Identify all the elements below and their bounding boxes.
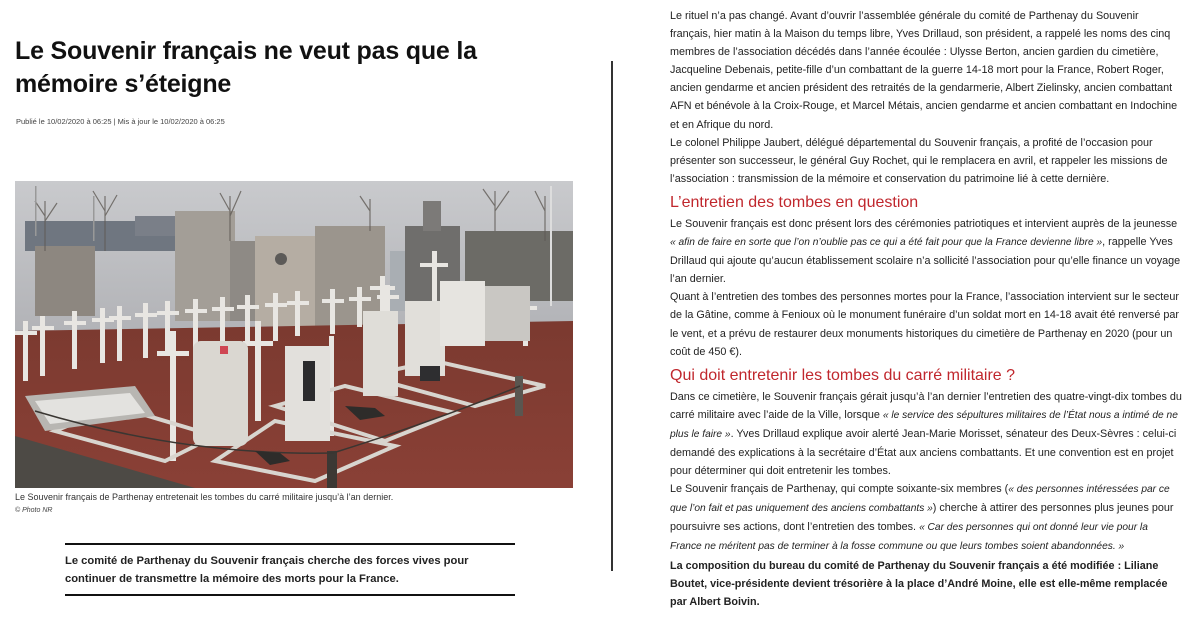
body-text: Le Souvenir français est donc présent lors des cérémonies patriotiques et intervient auprès de la jeunesse: [670, 217, 1178, 230]
body-text: . Yves Drillaud explique avoir alerté Jean-Marie Morisset, sénateur des Deux-Sèvres : celui-ci demandé des explications à la secrétaire d’État aux anciens combattants. Et une convention est en projet pour déterminer qui doit entretenir les tombes.: [670, 427, 1177, 478]
article-lead: Le comité de Parthenay du Souvenir français cherche des forces vives pour continuer de transmettre la mémoire des morts pour la France.: [65, 543, 515, 596]
body-text: ) cherche à attirer des personnes plus jeunes pour poursuivre ses actions, dont l’entretien des tombes.: [670, 502, 1174, 534]
section-heading: Qui doit entretenir les tombes du carré militaire ?: [670, 366, 1016, 384]
article-body: [670, 7, 1182, 611]
photo-credit: © Photo NR: [15, 507, 53, 514]
body-text: Dans ce cimetière, le Souvenir français gérait jusqu’à l’an dernier l’entretien des quatre-vingt-dix tombes du carré militaire avec l’aide de la Ville, lorsque: [670, 390, 1182, 421]
quote: « Car des personnes qui ont donné leur vie pour la France ne méritent pas de terminer à la fosse commune ou que leurs tombes soient abandonnées. »: [670, 522, 1148, 553]
section-heading: L’entretien des tombes en question: [670, 193, 919, 211]
photo-caption: Le Souvenir français de Parthenay entretenait les tombes du carré militaire jusqu’à l’an dernier.: [15, 492, 394, 502]
cemetery-photo-illustration: [15, 181, 573, 488]
column-divider: [611, 61, 613, 571]
quote: « des personnes intéressées par ce que l’on fait et pas uniquement des anciens combattants »: [670, 484, 1170, 515]
body-paragraph: [670, 388, 1182, 480]
article-photo[interactable]: [15, 181, 573, 488]
body-paragraph: Le rituel n’a pas changé. Avant d’ouvrir l’assemblée générale du comité de Parthenay du Souvenir français, hier matin à la Maison du temps libre, Yves Drillaud, son président, a rappelé les noms des cinq membres de l’association décédés dans l’année écoulée : Ulysse Berton, ancien gardien du cimetière, Jacqueline Debenais, petite-fille d’un combattant de la guerre 14-18 mort pour la France, Robert Roger, ancien gendarme et ancien président des retraités de la gendarmerie, Albert Zielinsky, ancien combattant AFN et bénévole à la Croix-Rouge, et Marcel Métais, ancien gendarme et ancien combattant en Indochine et en Afrique du nord.: [670, 10, 1178, 131]
quote: « afin de faire en sorte que l’on n’oublie pas ce qui a été fait pour que la France devienne libre »: [670, 237, 1103, 249]
article-title: Le Souvenir français ne veut pas que la mémoire s’éteigne: [15, 37, 477, 98]
body-text: , rappelle Yves Drillaud qui ajoute qu’aucun établissement scolaire n’a sollicité l’association pour qu’elle finance un voyage l’an dernier.: [670, 236, 1181, 286]
body-paragraph: [670, 480, 1182, 556]
body-paragraph: [670, 215, 1182, 288]
body-paragraph-bold: La composition du bureau du comité de Parthenay du Souvenir français a été modifiée : Liliane Boutet, vice-présidente devient trésorière à la place d’André Moine, elle est elle-même remplacée par Albert Boivin.: [670, 559, 1168, 608]
quote: « le service des sépultures militaires de l’État nous a intimé de ne plus le faire »: [670, 409, 1178, 440]
body-paragraph: Quant à l’entretien des tombes des personnes mortes pour la France, l’association intervient sur le secteur de la Gâtine, comme à Fenioux où le monument funéraire d’un soldat mort en 14-18 avait été renversé par le vent, et a prévu de restaurer deux monuments historiques du cimetière de Parthenay en 2020 (pour un coût de 450 €).: [670, 291, 1179, 358]
body-paragraph: Le colonel Philippe Jaubert, délégué départemental du Souvenir français, a profité de l’occasion pour présenter son successeur, le général Guy Rochet, qui le remplacera en avril, et rappeler les missions de l’association : transmission de la mémoire et conservation du patrimoine lié à cette dernière.: [670, 136, 1168, 185]
body-text: Le Souvenir français de Parthenay, qui compte soixante-six membres (: [670, 483, 1009, 496]
publication-date: Publié le 10/02/2020 à 06:25 | Mis à jour le 10/02/2020 à 06:25: [16, 117, 225, 126]
